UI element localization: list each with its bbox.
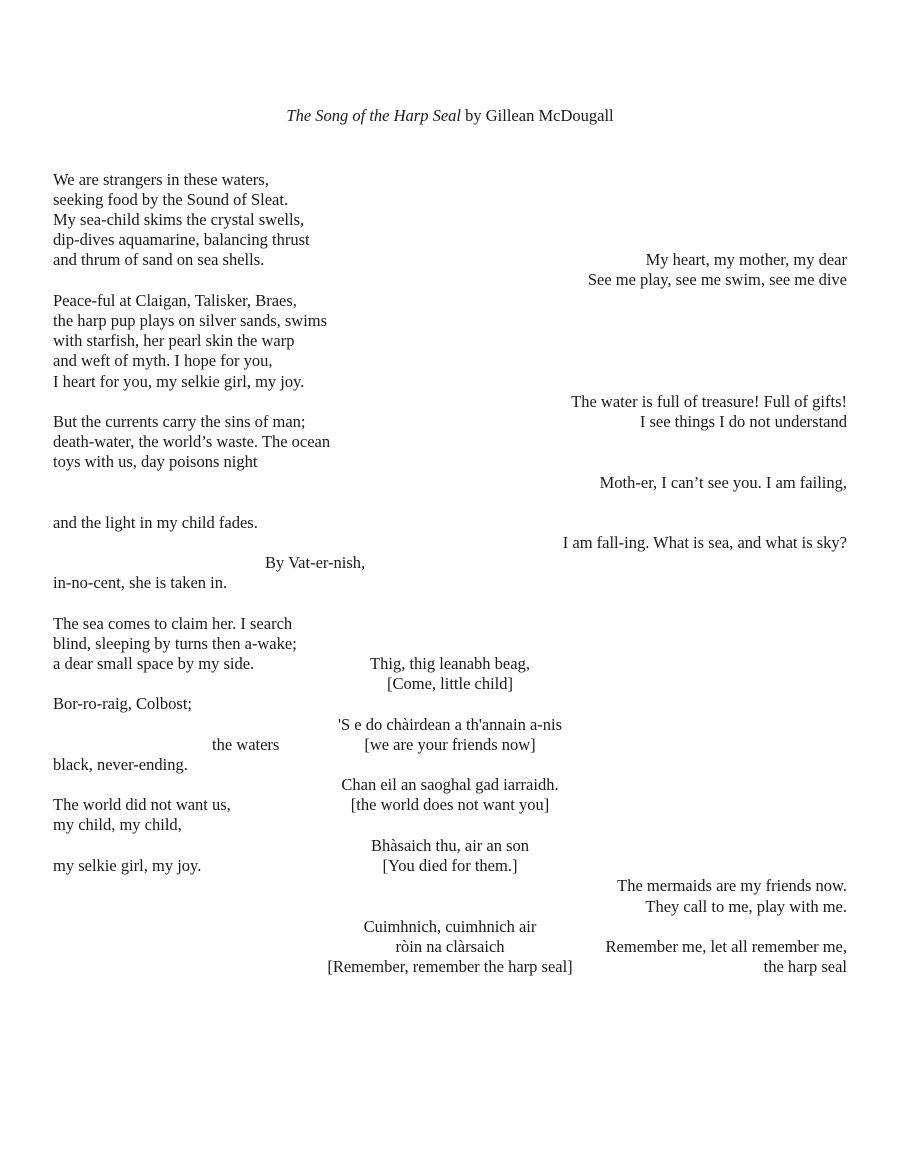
title-work: The Song of the Harp Seal: [286, 106, 462, 125]
center-line: Chan eil an saoghal gad iarraidh.: [341, 775, 559, 794]
left-line: The world did not want us,: [53, 795, 231, 814]
left-line: seeking food by the Sound of Sleat.: [53, 190, 289, 209]
title-byline: by Gillean McDougall: [461, 106, 614, 125]
center-line: ròin na clàrsaich: [395, 937, 505, 956]
center-line: [we are your friends now]: [364, 735, 536, 754]
left-line: But the currents carry the sins of man;: [53, 412, 306, 431]
right-line: My heart, my mother, my dear: [645, 250, 847, 269]
poem-title: [286, 106, 613, 126]
right-line: They call to me, play with me.: [645, 897, 847, 916]
left-line: black, never-ending.: [53, 755, 188, 774]
left-line: and weft of myth. I hope for you,: [53, 351, 273, 370]
right-line: I see things I do not understand: [639, 412, 847, 431]
center-line: [You died for them.]: [382, 856, 518, 875]
right-line: the harp seal: [763, 957, 847, 976]
right-line: The mermaids are my friends now.: [617, 876, 847, 895]
center-line: [Come, little child]: [386, 674, 514, 693]
center-line: Cuimhnich, cuimhnich air: [363, 917, 537, 936]
left-line: a dear small space by my side.: [53, 654, 255, 673]
center-line: Thig, thig leanabh beag,: [370, 654, 530, 673]
left-line: and thrum of sand on sea shells.: [53, 250, 265, 269]
left-line: dip-dives aquamarine, balancing thrust: [53, 230, 310, 249]
left-line: By Vat-er-nish,: [265, 553, 366, 572]
left-line: My sea-child skims the crystal swells,: [53, 210, 305, 229]
right-line: The water is full of treasure! Full of gifts!: [571, 392, 847, 411]
left-line: blind, sleeping by turns then a-wake;: [53, 634, 297, 653]
left-line: my selkie girl, my joy.: [53, 856, 202, 875]
left-line: The sea comes to claim her. I search: [53, 614, 293, 633]
right-line: Remember me, let all remember me,: [605, 937, 847, 956]
right-line: I am fall-ing. What is sea, and what is sky?: [562, 533, 847, 552]
left-line: with starfish, her pearl skin the warp: [53, 331, 295, 350]
left-line: and the light in my child fades.: [53, 513, 258, 532]
left-line: the harp pup plays on silver sands, swims: [53, 311, 328, 330]
left-line: in-no-cent, she is taken in.: [53, 573, 228, 592]
left-line: We are strangers in these waters,: [53, 170, 269, 189]
left-line: Bor-ro-raig, Colbost;: [53, 694, 192, 713]
left-line: death-water, the world’s waste. The ocean: [53, 432, 331, 451]
center-line: 'S e do chàirdean a th'annain a-nis: [337, 715, 563, 734]
center-line: Bhàsaich thu, air an son: [370, 836, 530, 855]
right-line: See me play, see me swim, see me dive: [587, 270, 847, 289]
left-line: toys with us, day poisons night: [53, 452, 258, 471]
left-line: Peace-ful at Claigan, Talisker, Braes,: [53, 291, 297, 310]
center-line: [the world does not want you]: [350, 795, 550, 814]
center-line: [Remember, remember the harp seal]: [327, 957, 573, 976]
left-line: the waters: [212, 735, 280, 754]
right-line: Moth-er, I can’t see you. I am failing,: [599, 473, 847, 492]
left-line: I heart for you, my selkie girl, my joy.: [53, 372, 305, 391]
left-line: my child, my child,: [53, 815, 182, 834]
